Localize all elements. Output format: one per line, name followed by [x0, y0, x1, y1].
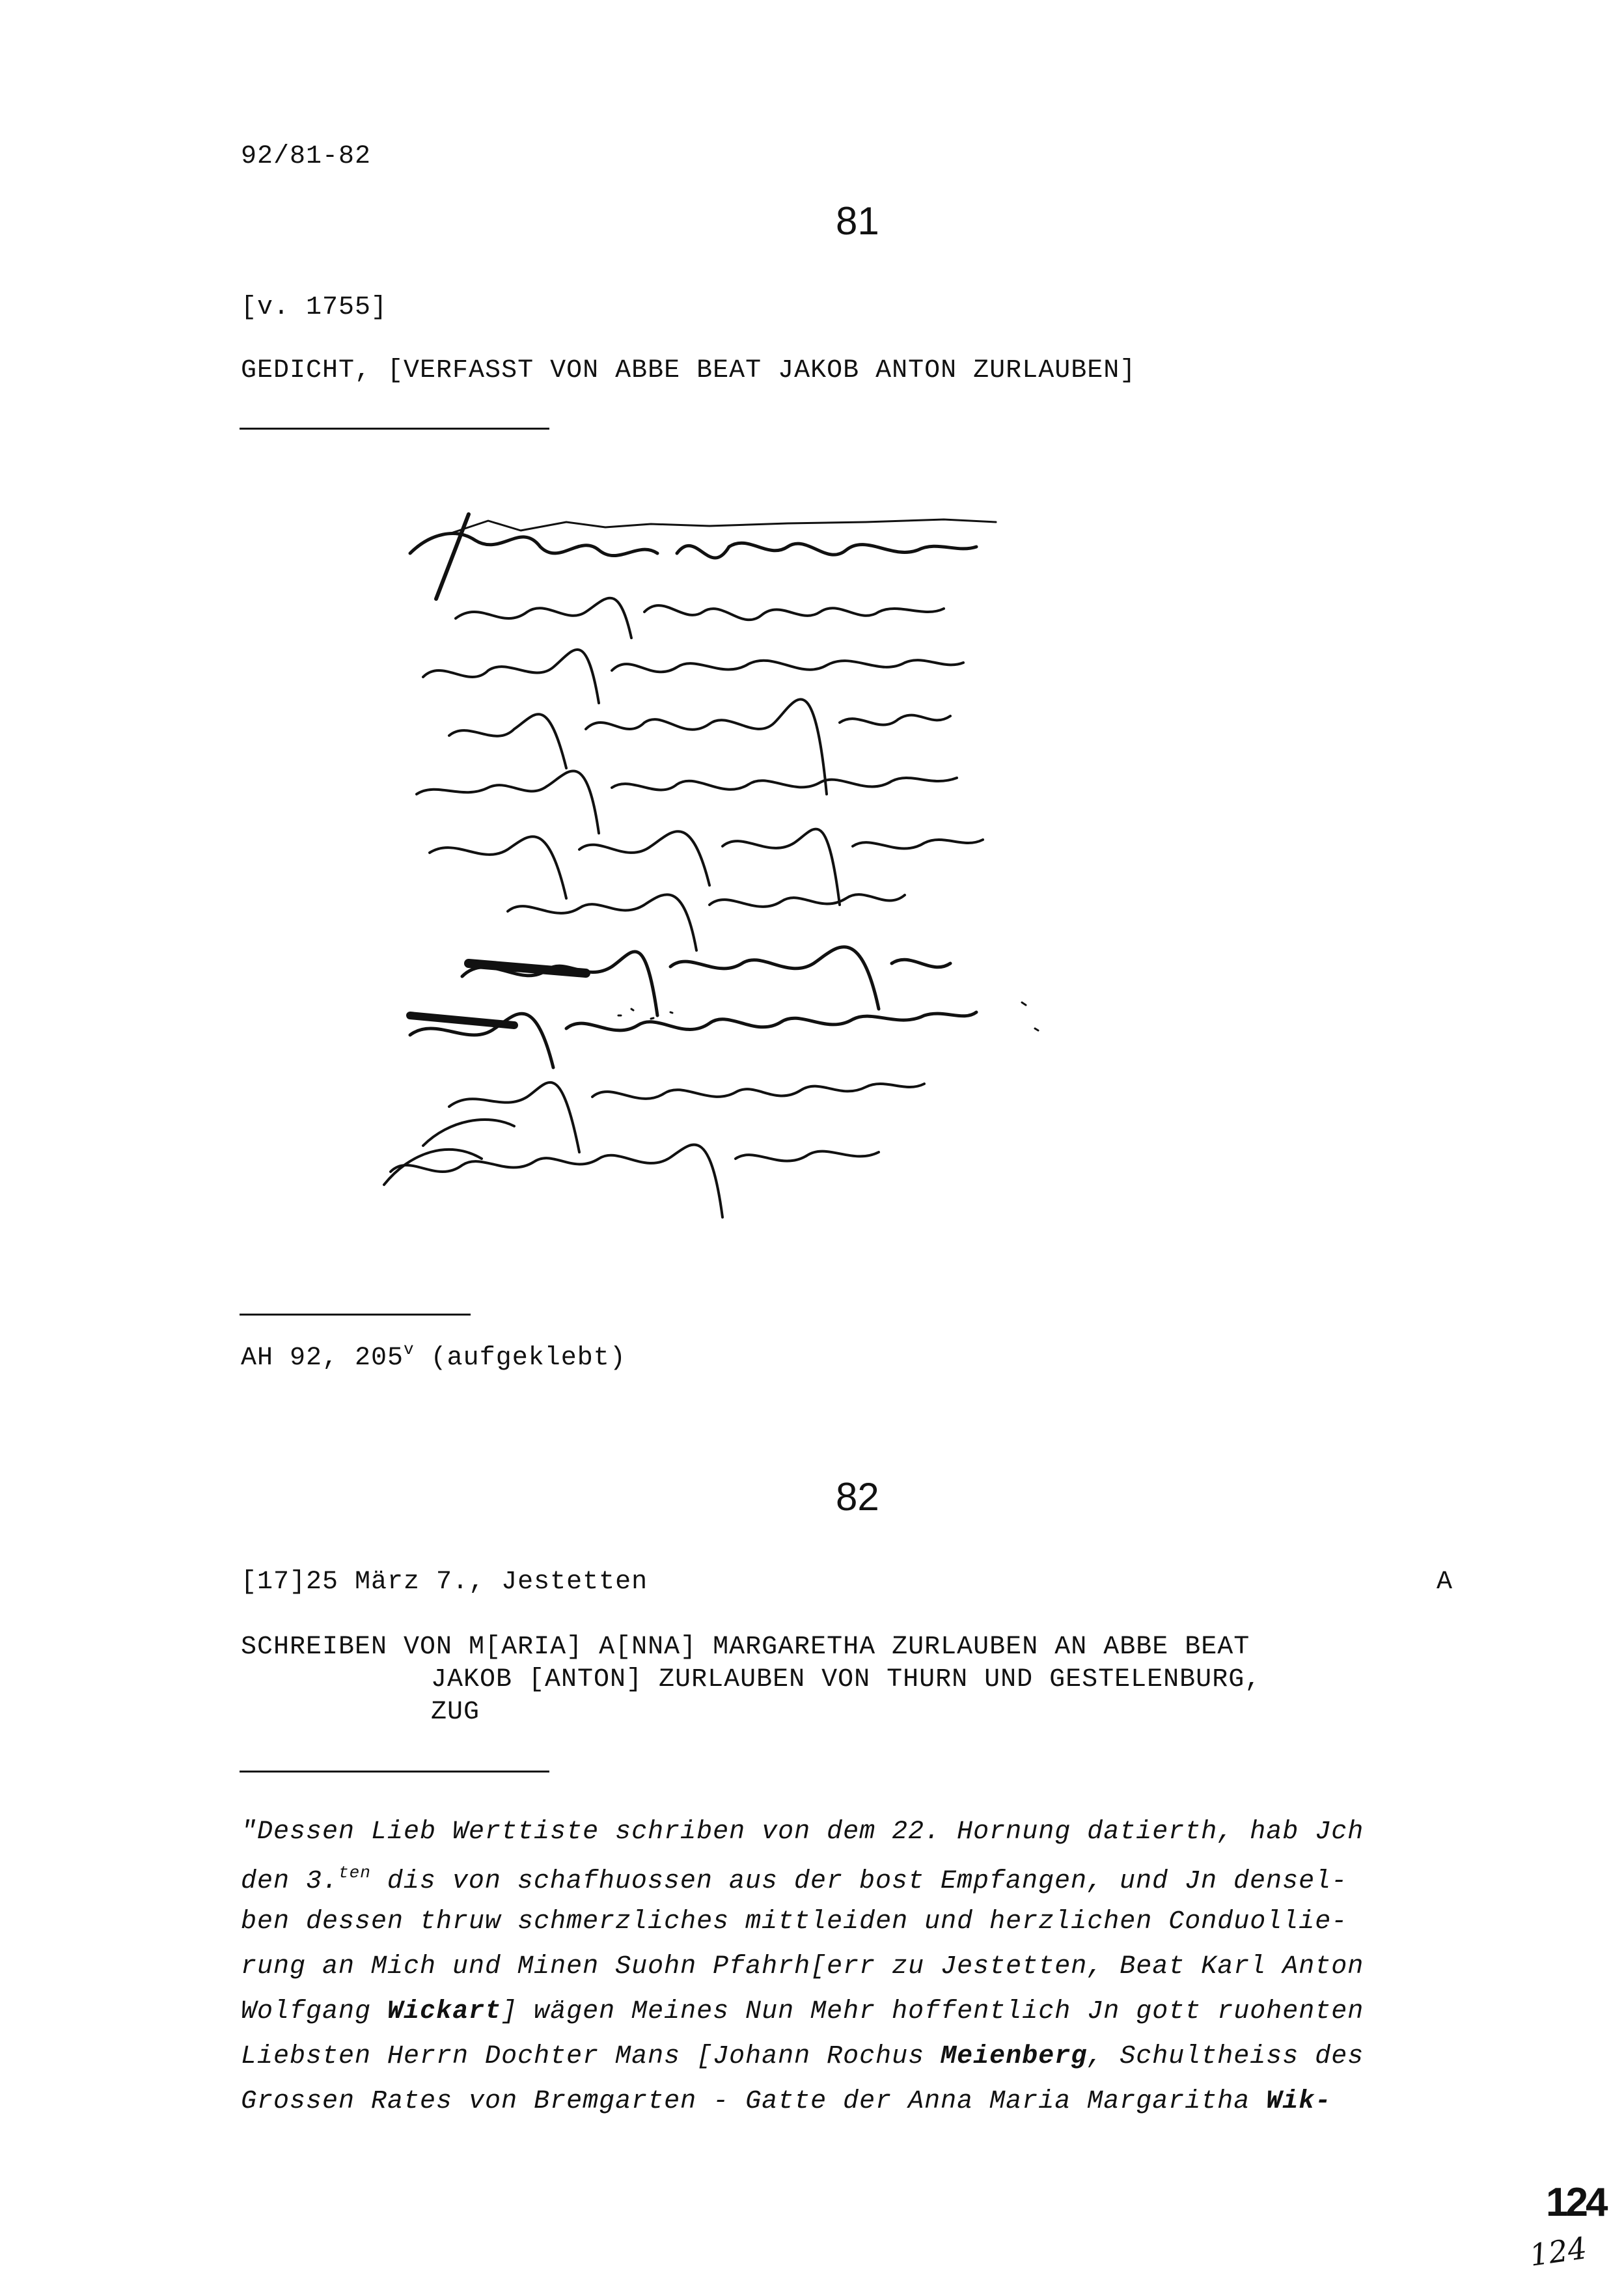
- body-line-2-start: den 3.: [241, 1867, 339, 1896]
- title-rule-81: [240, 428, 549, 430]
- body-line-4: rung an Mich und Minen Suohn Pfahrh[err zu Jestetten, Beat Karl Anton: [241, 1952, 1364, 1981]
- body-line-3: ben dessen thruw schmerzliches mittleiden und herzlichen Conduollie-: [241, 1907, 1348, 1937]
- source-rule-81: [240, 1314, 471, 1316]
- entry-82-title-line-1: SCHREIBEN VON M[ARIA] A[NNA] MARGARETHA ZURLAUBEN AN ABBE BEAT: [241, 1633, 1250, 1662]
- entry-82-marker: A: [1437, 1567, 1453, 1597]
- handwritten-poem-image: [371, 495, 1256, 1263]
- body-line-6-rest: , Schultheiss des: [1087, 2042, 1364, 2071]
- body-line-6: [241, 2042, 1364, 2071]
- body-line-7-name: Wik-: [1266, 2087, 1332, 2116]
- body-line-5-rest: ] wägen Meines Nun Mehr hoffentlich Jn gott ruohenten: [501, 1997, 1364, 2026]
- entry-81-title: GEDICHT, [VERFASST VON ABBE BEAT JAKOB ANTON ZURLAUBEN]: [241, 356, 1136, 385]
- body-line-2-rest: dis von schafhuossen aus der bost Empfangen, und Jn densel-: [370, 1867, 1348, 1896]
- body-line-6-start: Liebsten Herrn Dochter Mans [Johann Rochus: [241, 2042, 941, 2071]
- page-number-stamp: 124: [1546, 2180, 1606, 2225]
- page-number-pencil: 124: [1527, 2230, 1590, 2273]
- entry-82-title-line-2: JAKOB [ANTON] ZURLAUBEN VON THURN UND GESTELENBURG,: [431, 1665, 1261, 1694]
- entry-82-date: [17]25 März 7., Jestetten: [241, 1567, 648, 1597]
- source-location: AH 92, 205: [241, 1344, 404, 1373]
- body-line-1: "Dessen Lieb Werttiste schriben von dem 22. Hornung datierth, hab Jch: [241, 1817, 1364, 1847]
- source-verso-mark: v: [404, 1340, 415, 1359]
- entry-81-source: [241, 1340, 626, 1373]
- entry-81-date: [v. 1755]: [241, 293, 388, 322]
- body-line-5-start: Wolfgang: [241, 1997, 388, 2026]
- body-line-2: [241, 1863, 1347, 1896]
- entry-number-81: 81: [836, 199, 879, 243]
- title-rule-82: [240, 1771, 549, 1773]
- body-line-5-name: Wickart: [387, 1997, 502, 2026]
- entry-82-title-line-3: ZUG: [431, 1698, 480, 1727]
- source-note: (aufgeklebt): [430, 1344, 626, 1373]
- body-line-7-start: Grossen Rates von Bremgarten - Gatte der Anna Maria Margaritha: [241, 2087, 1267, 2116]
- body-line-6-name: Meienberg: [941, 2042, 1088, 2071]
- body-line-5: [241, 1997, 1364, 2026]
- body-line-7: [241, 2087, 1331, 2116]
- body-line-2-superscript: ten: [338, 1863, 371, 1883]
- entry-number-82: 82: [836, 1475, 879, 1519]
- document-reference: 92/81-82: [241, 142, 372, 171]
